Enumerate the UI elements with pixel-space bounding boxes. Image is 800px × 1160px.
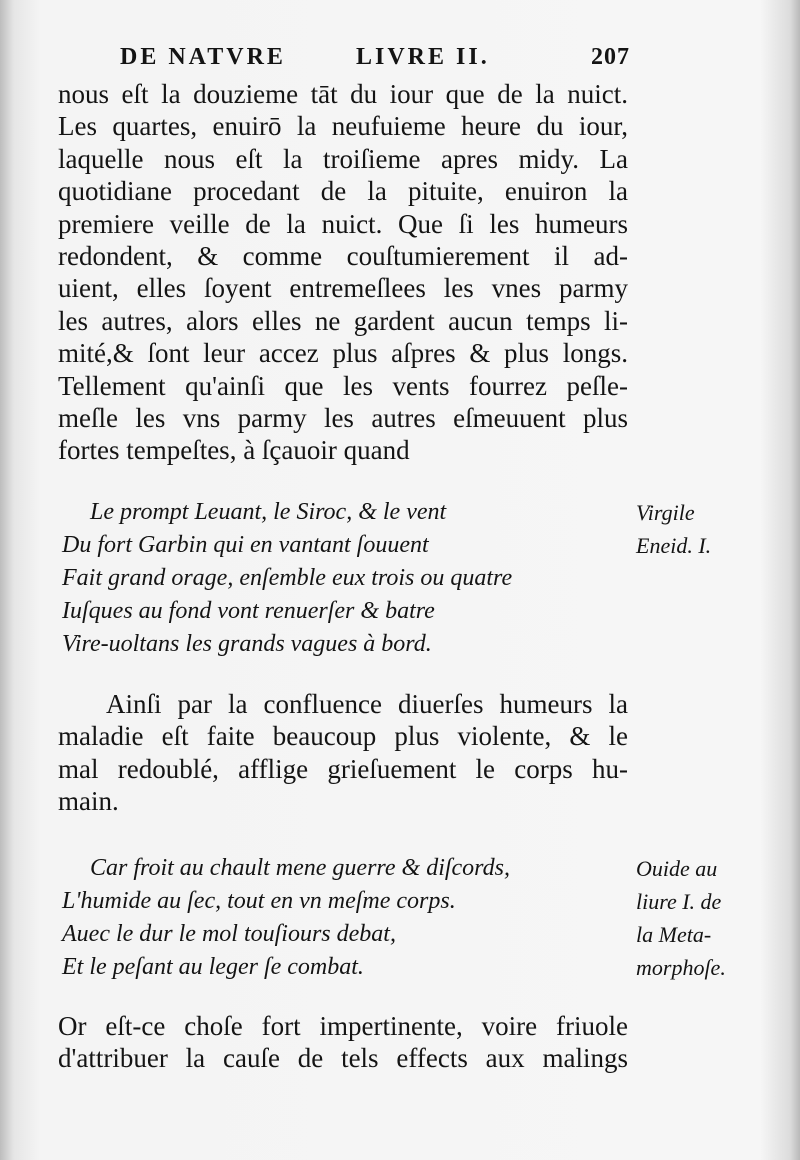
text-line: redondent, & comme couſtumierement il ad- xyxy=(58,240,628,271)
page-number: 207 xyxy=(591,44,630,70)
margin-note-virgil xyxy=(636,496,786,562)
show-through-text xyxy=(60,470,66,497)
text-line: les autres, alors elles ne gardent aucun temps li- xyxy=(58,305,628,336)
text-line: Tellement qu'ainſi que les vents fourrez peſle- xyxy=(58,370,628,401)
running-title-book: LIVRE II. xyxy=(356,44,490,70)
verse-line: Iuſques au fond vont renuerſer & batre xyxy=(62,598,435,624)
verse-line: Vire-uoltans les grands vagues à bord. xyxy=(62,631,432,657)
verse-quotation-virgil xyxy=(62,496,582,661)
running-header xyxy=(120,44,630,74)
text-line: maladie eſt faite beaucoup plus violente, & le xyxy=(58,721,628,752)
text-line: premiere veille de la nuict. Que ſi les humeurs xyxy=(58,208,628,239)
text-line: meſle les vns parmy les autres eſmeuuent plus xyxy=(58,402,628,433)
paragraph-impertinent xyxy=(58,1010,628,1075)
verse-line: Et le peſant au leger ſe combat. xyxy=(62,954,364,980)
verse-line: Auec le dur le mol touſiours debat, xyxy=(62,921,396,947)
margin-note-line: Eneid. I. xyxy=(636,533,712,558)
verse-line: Du fort Garbin qui en vantant ſouuent xyxy=(62,532,429,558)
text-line: laquelle nous eſt la troiſieme apres midy. La xyxy=(58,143,628,174)
text-line: main. xyxy=(58,786,119,817)
text-line: mité,& ſont leur accez plus aſpres & plus longs. xyxy=(58,338,628,369)
text-line: nous eſt la douzieme tāt du iour que de la nuict. xyxy=(58,79,628,109)
verse-line: Fait grand orage, enſemble eux trois ou quatre xyxy=(62,565,513,591)
margin-note-line: la Meta- xyxy=(636,922,712,947)
running-title-left: DE NATVRE xyxy=(120,44,286,70)
verse-line: Car froit au chault mene guerre & diſcords, xyxy=(90,855,510,881)
text-line: d'attribuer la cauſe de tels effects aux malings xyxy=(58,1043,628,1074)
margin-note-line: Virgile xyxy=(636,500,695,525)
paragraph-confluence xyxy=(58,688,628,818)
text-line: quotidiane procedant de la pituite, enuiron la xyxy=(58,176,628,207)
paragraph-fever-humors xyxy=(58,78,628,467)
margin-note-line: morphoſe. xyxy=(636,955,726,980)
text-line: Or eſt-ce choſe fort impertinente, voire friuole xyxy=(58,1011,628,1041)
verse-quotation-ovid xyxy=(62,852,582,984)
text-line: fortes tempeſtes, à ſçauoir quand xyxy=(58,435,410,466)
margin-note-ovid xyxy=(636,852,786,984)
text-line: Ainſi par la confluence diuerſes humeurs la xyxy=(106,689,628,719)
margin-note-line: liure I. de xyxy=(636,889,722,914)
verse-line: L'humide au ſec, tout en vn meſme corps. xyxy=(62,888,456,914)
margin-note-line: Ouide au xyxy=(636,856,718,881)
verse-line: Le prompt Leuant, le Siroc, & le vent xyxy=(90,499,447,525)
text-line: uient, elles ſoyent entremeſlees les vnes parmy xyxy=(58,273,628,304)
text-line: Les quartes, enuirō la neufuieme heure du iour, xyxy=(58,111,628,142)
text-line: mal redoublé, afflige grieſuement le corps hu- xyxy=(58,753,628,784)
